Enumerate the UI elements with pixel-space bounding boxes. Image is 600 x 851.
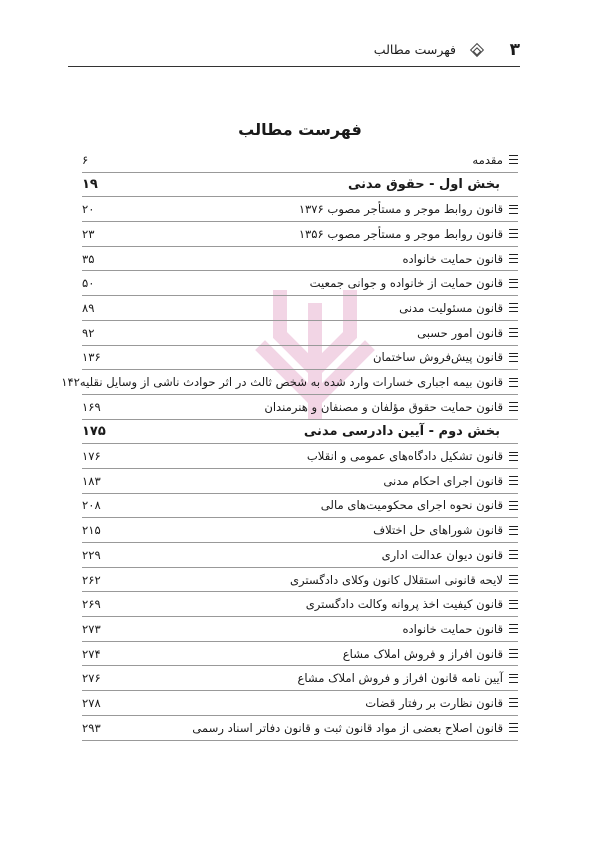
toc-entry-text: قانون بیمه اجباری خسارات وارد شده به شخص ثالث در اثر حوادث ناشی از وسایل نقلیه	[79, 375, 503, 390]
menu-bullet-icon	[509, 452, 518, 461]
toc-entry-title	[116, 622, 518, 636]
menu-bullet-icon	[509, 303, 518, 312]
toc-entry-title	[116, 523, 518, 537]
toc-entry	[82, 469, 518, 494]
toc-entry-title	[116, 597, 518, 611]
toc-entry	[82, 271, 518, 296]
toc-entry-text: قانون اصلاح بعضی از مواد قانون ثبت و قانون دفاتر اسناد رسمی	[192, 720, 503, 735]
toc-entry-text: بخش اول - حقوق مدنی	[347, 177, 500, 193]
menu-bullet-icon	[509, 723, 518, 732]
toc-entry-text: قانون حمایت از خانواده و جوانی جمعیت	[309, 276, 503, 291]
toc-entry	[82, 568, 518, 593]
toc-page-number: ۲۷۸	[82, 695, 101, 710]
toc-entry-title	[116, 350, 518, 364]
toc-page-number: ۱۸۳	[82, 473, 101, 488]
toc-page-number: ۳۵	[82, 251, 95, 266]
toc-page-number: ۲۷۴	[82, 646, 101, 661]
page-header	[68, 40, 520, 62]
toc-entry-title	[116, 252, 518, 266]
toc-page-number: ۲۹۳	[82, 720, 101, 735]
toc-page-number: ۲۰۸	[82, 498, 101, 513]
toc-entry	[82, 494, 518, 519]
toc-entry-title	[116, 548, 518, 562]
toc-page-number: ۲۶۲	[82, 572, 101, 587]
toc-entry-text: قانون نحوه اجرای محکومیت‌های مالی	[320, 498, 503, 513]
menu-bullet-icon	[509, 353, 518, 362]
toc-part-heading	[82, 420, 518, 445]
toc-entry-title	[116, 301, 518, 315]
toc-entry	[82, 321, 518, 346]
toc-entry-title	[80, 375, 518, 389]
menu-bullet-icon	[509, 254, 518, 263]
toc-entry	[82, 222, 518, 247]
toc-entry-title	[116, 202, 518, 216]
toc-page-number: ۱۳۶	[82, 350, 101, 365]
toc-page-number: ۱۹	[82, 177, 98, 193]
toc-entry	[82, 543, 518, 568]
toc-entry-text: قانون امور حسبی	[417, 325, 503, 340]
toc-page-number: ۲۰	[82, 202, 95, 217]
toc-page-number: ۲۷۳	[82, 621, 101, 636]
table-of-contents	[61, 148, 518, 741]
page-number: ۳	[509, 40, 520, 60]
toc-page-number: ۹۲	[82, 325, 95, 340]
menu-bullet-icon	[509, 624, 518, 633]
menu-bullet-icon	[509, 674, 518, 683]
toc-entry-title	[116, 647, 518, 661]
toc-page-number: ۸۹	[82, 300, 95, 315]
menu-bullet-icon	[509, 328, 518, 337]
toc-page-number: ۲۲۹	[82, 547, 101, 562]
toc-entry-title	[116, 177, 518, 192]
toc-entry-title	[116, 424, 518, 439]
toc-entry	[82, 592, 518, 617]
toc-entry-title	[116, 449, 518, 463]
toc-entry-title	[116, 276, 518, 290]
toc-entry-title	[116, 326, 518, 340]
toc-entry-text: قانون مسئولیت مدنی	[399, 300, 503, 315]
toc-entry	[61, 370, 518, 395]
toc-entry-text: قانون حمایت حقوق مؤلفان و مصنفان و هنرمندان	[264, 399, 503, 414]
menu-bullet-icon	[509, 600, 518, 609]
toc-entry-text: آیین نامه قانون افراز و فروش املاک مشاع	[297, 671, 503, 686]
toc-entry-text: قانون اجرای احکام مدنی	[383, 473, 503, 488]
toc-entry	[82, 148, 518, 173]
toc-entry-title	[116, 474, 518, 488]
toc-entry-text: قانون دیوان عدالت اداری	[381, 547, 503, 562]
menu-bullet-icon	[509, 155, 518, 164]
toc-entry-title	[116, 671, 518, 685]
toc-entry-text: بخش دوم - آیین دادرسی مدنی	[303, 423, 500, 439]
toc-entry-text: قانون حمایت خانواده	[402, 621, 503, 636]
toc-part-heading	[82, 173, 518, 198]
toc-entry-text: قانون شوراهای حل اختلاف	[373, 523, 503, 538]
toc-entry-title	[116, 573, 518, 587]
toc-entry-text: قانون نظارت بر رفتار قضات	[365, 695, 503, 710]
toc-page-number: ۱۷۶	[82, 449, 101, 464]
toc-entry	[82, 247, 518, 272]
toc-entry-title	[116, 153, 518, 167]
toc-entry	[82, 666, 518, 691]
toc-entry	[82, 518, 518, 543]
running-title: فهرست مطالب	[373, 42, 456, 57]
toc-entry	[82, 617, 518, 642]
toc-entry	[82, 346, 518, 371]
toc-entry	[82, 296, 518, 321]
toc-page-number: ۵۰	[82, 276, 95, 291]
toc-entry-title	[116, 696, 518, 710]
toc-entry-text: قانون روابط موجر و مستأجر مصوب ۱۳۷۶	[298, 202, 503, 217]
menu-bullet-icon	[509, 402, 518, 411]
menu-bullet-icon	[509, 476, 518, 485]
toc-entry-text: قانون حمایت خانواده	[402, 251, 503, 266]
toc-entry-text: قانون کیفیت اخذ پروانه وکالت دادگستری	[305, 597, 503, 612]
toc-entry-title	[116, 721, 518, 735]
toc-page-number: ۱۶۹	[82, 399, 101, 414]
toc-entry-text: قانون تشکیل دادگاه‌های عمومی و انقلاب	[306, 449, 503, 464]
menu-bullet-icon	[509, 550, 518, 559]
menu-bullet-icon	[509, 526, 518, 535]
toc-page-number: ۶	[82, 152, 89, 167]
toc-entry	[82, 444, 518, 469]
toc-entry	[82, 716, 518, 741]
diamond-ornament-icon	[470, 43, 484, 57]
toc-entry	[82, 642, 518, 667]
toc-page-number: ۲۶۹	[82, 597, 101, 612]
toc-entry-text: قانون افراز و فروش املاک مشاع	[342, 646, 503, 661]
toc-entry-title	[116, 400, 518, 414]
toc-page-number: ۲۱۵	[82, 523, 101, 538]
toc-entry	[82, 691, 518, 716]
toc-entry-title	[116, 227, 518, 241]
menu-bullet-icon	[509, 229, 518, 238]
menu-bullet-icon	[509, 698, 518, 707]
menu-bullet-icon	[509, 378, 518, 387]
menu-bullet-icon	[509, 279, 518, 288]
toc-page-number: ۱۴۲	[61, 375, 80, 390]
toc-entry-title	[116, 498, 518, 512]
menu-bullet-icon	[509, 649, 518, 658]
toc-entry-text: لایحه قانونی استقلال کانون وکلای دادگستری	[289, 572, 503, 587]
toc-entry	[82, 197, 518, 222]
toc-entry	[82, 395, 518, 420]
menu-bullet-icon	[509, 575, 518, 584]
header-rule	[68, 66, 520, 67]
toc-page-number: ۲۳	[82, 226, 95, 241]
menu-bullet-icon	[509, 501, 518, 510]
menu-bullet-icon	[509, 205, 518, 214]
toc-title: فهرست مطالب	[238, 120, 362, 139]
toc-entry-text: قانون پیش‌فروش ساختمان	[372, 350, 503, 365]
toc-entry-text: مقدمه	[472, 152, 503, 167]
toc-page-number: ۱۷۵	[82, 423, 106, 439]
toc-page-number: ۲۷۶	[82, 671, 101, 686]
toc-entry-text: قانون روابط موجر و مستأجر مصوب ۱۳۵۶	[298, 226, 503, 241]
